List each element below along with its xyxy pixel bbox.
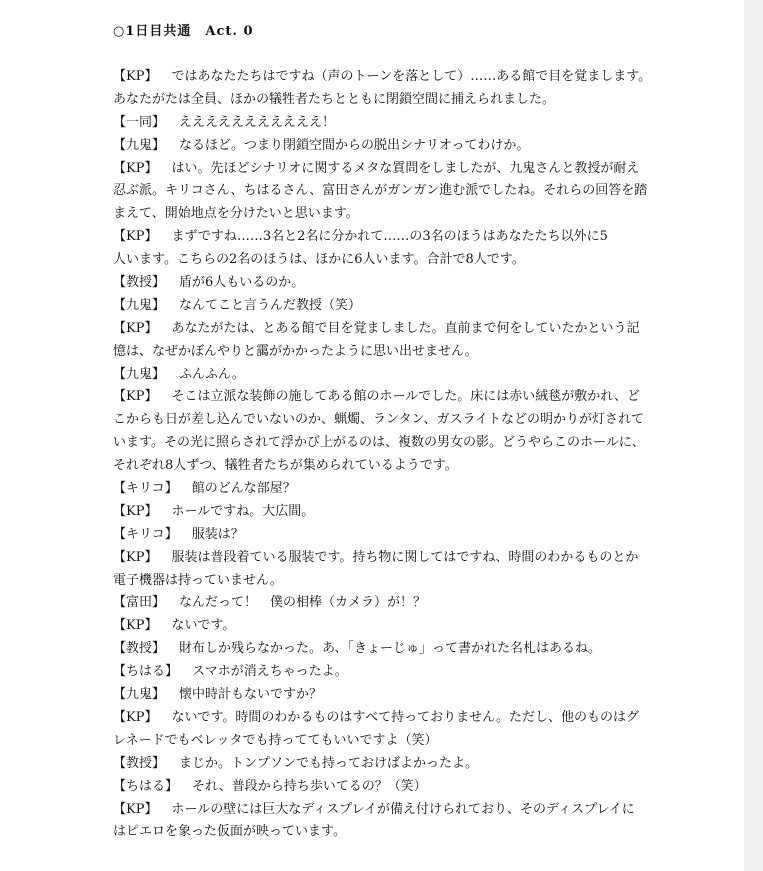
dialogue-line	[113, 135, 661, 158]
dialogue-text: 盾が6人もいるのか。	[179, 275, 305, 291]
dialogue-line	[113, 638, 661, 661]
dialogue-line	[113, 66, 661, 89]
dialogue-text: そこは立派な装飾の施してある館のホールでした。床には赤い絨毯が敷かれ、ど	[171, 389, 640, 405]
dialogue-line	[113, 89, 661, 112]
dialogue-line	[113, 707, 661, 730]
speaker-label: 【九鬼】	[113, 297, 166, 313]
dialogue-text: なんだって！ 僕の相棒（カメラ）が！？	[179, 595, 427, 611]
dialogue-text: ないです。	[171, 618, 236, 634]
dialogue-text: まえて、開始地点を分けたいと思います。	[113, 206, 359, 222]
speaker-label: 【九鬼】	[113, 687, 166, 703]
dialogue-line	[113, 272, 661, 295]
dialogue-line	[113, 661, 661, 684]
dialogue-text: まずですね……3名と2名に分かれて……の3名のほうはあなたたち以外に5	[171, 229, 608, 245]
dialogue-line	[113, 158, 661, 181]
speaker-label: 【九鬼】	[113, 366, 166, 382]
dialogue-line	[113, 112, 661, 135]
speaker-label: 【一同】	[113, 114, 166, 130]
speaker-label: 【キリコ】	[113, 481, 178, 497]
dialogue-text: ではあなたたちはですね（声のトーンを落として）……ある館で目を覚まします。	[171, 69, 652, 84]
dialogue-text: 憶は、なぜかぼんやりと靄がかかったように思い出せません。	[113, 343, 478, 359]
dialogue-line	[113, 547, 661, 570]
dialogue-text: それ、普段から持ち歩いてるの？（笑）	[192, 778, 427, 794]
dialogue-line	[113, 570, 661, 593]
document-body	[113, 20, 661, 844]
dialogue-line	[113, 432, 661, 455]
dialogue-line	[113, 821, 661, 844]
speaker-label: 【KP】	[113, 389, 158, 405]
section-heading: ○1日目共通 Act. 0	[113, 24, 254, 39]
dialogue-text: 懐中時計もないですか？	[179, 687, 323, 703]
dialogue-line	[113, 684, 661, 707]
dialogue-text: 館のどんな部屋？	[191, 481, 296, 497]
speaker-label: 【教授】	[113, 275, 166, 291]
dialogue-text: 人います。こちらの2名のほうは、ほかに6人います。合計で8人です。	[113, 252, 525, 268]
dialogue-text: あなたがたは全員、ほかの犠牲者たちとともに閉鎖空間に捕えられました。	[113, 91, 556, 107]
dialogue-line	[113, 386, 661, 409]
dialogue-text: まじか。トンプソンでも持っておけばよかったよ。	[179, 755, 479, 771]
speaker-label: 【KP】	[113, 229, 158, 245]
dialogue-text: はい。先ほどシナリオに関するメタな質問をしましたが、九鬼さんと教授が耐え	[171, 160, 640, 176]
dialogue-line	[113, 295, 661, 318]
dialogue-line	[113, 501, 661, 524]
dialogue-line	[113, 615, 661, 638]
dialogue-text: スマホが消えちゃったよ。	[192, 664, 348, 680]
dialogue-line	[113, 203, 661, 226]
speaker-label: 【九鬼】	[113, 137, 166, 153]
speaker-label: 【教授】	[113, 641, 166, 657]
dialogue-text: えええええええええええ！	[179, 114, 336, 130]
dialogue-line	[113, 249, 661, 272]
speaker-label: 【KP】	[113, 69, 158, 84]
dialogue-line	[113, 776, 661, 799]
dialogue-text: なんてこと言うんだ教授（笑）	[179, 297, 362, 313]
speaker-label: 【KP】	[113, 549, 158, 565]
dialogue-line	[113, 478, 661, 501]
dialogue-text: 電子機器は持っていません。	[113, 572, 283, 588]
dialogue-text: ホールですね。大広間。	[171, 503, 315, 519]
viewer-background	[744, 0, 763, 871]
dialogue-line	[113, 799, 661, 822]
dialogue-line	[113, 730, 661, 753]
dialogue-text: なるほど。つまり閉鎖空間からの脱出シナリオってわけか。	[179, 137, 530, 153]
dialogue-list	[113, 66, 661, 844]
dialogue-text: それぞれ8人ずつ、犠牲者たちが集められているようです。	[113, 458, 458, 474]
speaker-label: 【教授】	[113, 755, 166, 771]
dialogue-text: 服装は？	[191, 526, 244, 542]
dialogue-text: はピエロを象った仮面が映っています。	[113, 824, 346, 840]
speaker-label: 【KP】	[113, 160, 158, 176]
speaker-label: 【KP】	[113, 320, 158, 336]
speaker-label: 【KP】	[113, 801, 158, 817]
dialogue-line	[113, 524, 661, 547]
speaker-label: 【KP】	[113, 709, 158, 725]
dialogue-text: 財布しか残らなかった。あ、「きょーじゅ」って書かれた名札はあるね。	[179, 641, 601, 657]
dialogue-line	[113, 592, 661, 615]
dialogue-line	[113, 364, 661, 387]
speaker-label: 【ちはる】	[113, 778, 179, 794]
dialogue-line	[113, 180, 661, 203]
speaker-label: 【KP】	[113, 503, 158, 519]
dialogue-text: ないです。時間のわかるものはすべて持っておりません。ただし、他のものはグ	[171, 709, 639, 725]
dialogue-text: います。その光に照らされて浮かび上がるのは、複数の男女の影。どうやらこのホールに、	[113, 435, 645, 451]
speaker-label: 【キリコ】	[113, 526, 178, 542]
dialogue-text: ホールの壁には巨大なディスプレイが備え付けられており、そのディスプレイに	[171, 801, 635, 817]
dialogue-text: ふんふん。	[179, 366, 245, 382]
dialogue-line	[113, 226, 661, 249]
dialogue-line	[113, 318, 661, 341]
dialogue-text: こからも日が差し込んでいないのか、蝋燭、ランタン、ガスライトなどの明かりが灯されて	[113, 412, 645, 428]
dialogue-text: 服装は普段着ている服装です。持ち物に関してはですね、時間のわかるものとか	[171, 549, 639, 565]
dialogue-text: 忍ぶ派。キリコさん、ちはるさん、富田さんがガンガン進む派でしたね。それらの回答を踏	[113, 183, 648, 199]
speaker-label: 【富田】	[113, 595, 166, 611]
dialogue-line	[113, 341, 661, 364]
dialogue-line	[113, 409, 661, 432]
dialogue-line	[113, 455, 661, 478]
dialogue-text: レネードでもベレッタでも持っててもいいですよ（笑）	[113, 732, 438, 748]
speaker-label: 【KP】	[113, 618, 158, 634]
dialogue-text: あなたがたは、とある館で目を覚ましました。直前まで何をしていたかという記	[171, 320, 640, 336]
dialogue-line	[113, 753, 661, 776]
speaker-label: 【ちはる】	[113, 664, 179, 680]
